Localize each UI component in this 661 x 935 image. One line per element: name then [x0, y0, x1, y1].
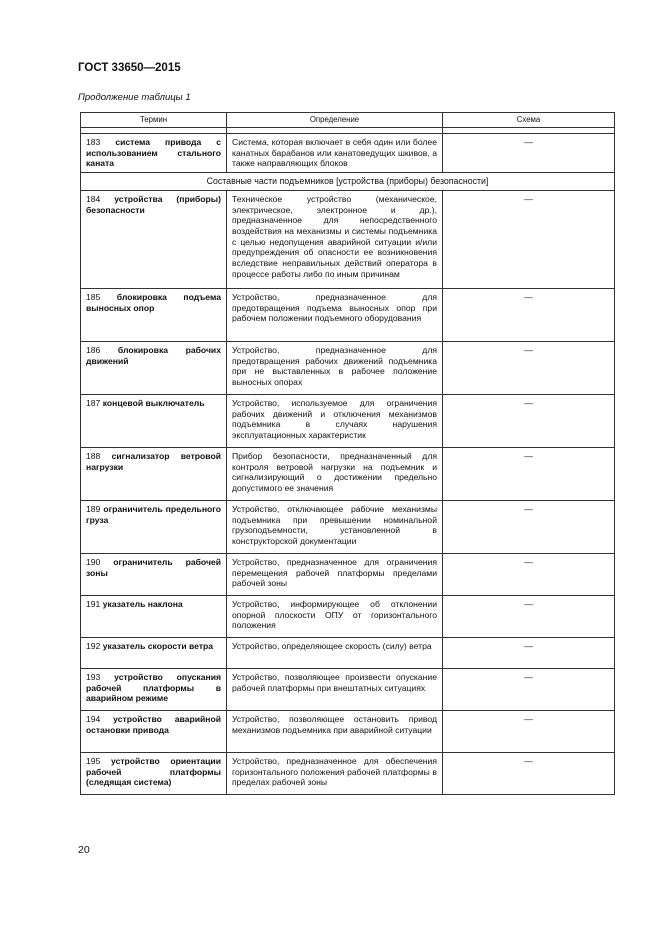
table-row [81, 447, 615, 500]
definition-cell: Устройство, предназначенное для обеспечения горизонтального положения рабочей платформы в пределах рабочей зоны [227, 752, 443, 794]
schema-cell: — [443, 595, 615, 637]
term-number: 185 [86, 291, 101, 302]
term-number: 194 [86, 713, 101, 724]
schema-cell: — [443, 394, 615, 447]
term-cell [81, 500, 227, 553]
table-header-row [81, 113, 615, 128]
table-row [81, 500, 615, 553]
term-cell [81, 341, 227, 394]
term-cell [81, 595, 227, 637]
table-row [81, 553, 615, 595]
table-row [81, 595, 615, 637]
term-name: устройство аварийной остановки привода [86, 713, 221, 735]
term-cell [81, 447, 227, 500]
term-name: ограничитель предельного груза [86, 503, 221, 525]
column-header-schema: Схема [443, 113, 615, 128]
definition-cell: Устройство, отключающее рабочие механизмы подъемника при превышении номинальной грузоподъемности, установленной в конструкторской документации [227, 500, 443, 553]
table-row [81, 710, 615, 752]
term-name: устройство ориентации рабочей платформы (следящая система) [86, 755, 221, 788]
term-name: ограничитель рабочей зоны [86, 556, 221, 578]
schema-cell: — [443, 710, 615, 752]
term-name: система привода с использованием стального каната [86, 137, 222, 169]
term-name: блокировка подъема выносных опор [86, 291, 221, 313]
definition-cell: Прибор безопасности, предназначенный для контроля ветровой нагрузки на подъемник и сигнализирующий о достижении предельно допустимого ее значения [227, 447, 443, 500]
table-continuation-caption: Продолжение таблицы 1 [78, 92, 191, 103]
column-header-definition: Определение [227, 113, 443, 128]
definition-cell: Устройство, предназначенное для предотвращения рабочих движений подъемника при не выставленных в рабочее положение выносных опорах [227, 341, 443, 394]
term-cell [81, 752, 227, 794]
term-name: устройство опускания рабочей платформы в аварийном режиме [86, 671, 221, 704]
page-number: 20 [78, 844, 90, 856]
term-number: 191 [86, 598, 101, 609]
schema-cell: — [443, 341, 615, 394]
term-name: указатель наклона [102, 598, 183, 609]
term-name: устройства (приборы) безопасности [86, 193, 221, 215]
definition-cell: Система, которая включает в себя один или более канатных барабанов или канатоведущих шкивов, а также направляющих блоков [227, 134, 443, 173]
definition-cell: Устройство, определяющее скорость (силу) ветра [227, 637, 443, 668]
term-number: 195 [86, 755, 101, 766]
term-name: сигнализатор ветровой нагрузки [86, 450, 221, 472]
term-number: 190 [86, 556, 101, 567]
schema-cell: — [443, 447, 615, 500]
definition-cell: Устройство, предназначенное для предотвращения подъема выносных опор при рабочем положении подъемного оборудования [227, 288, 443, 341]
schema-cell: — [443, 288, 615, 341]
schema-cell: — [443, 637, 615, 668]
definition-cell: Устройство, информирующее об отклонении опорной плоскости ОПУ от горизонтального положения [227, 595, 443, 637]
table-row [81, 341, 615, 394]
table-row [81, 637, 615, 668]
term-number: 193 [86, 671, 101, 682]
term-cell [81, 190, 227, 288]
schema-cell: — [443, 752, 615, 794]
term-cell [81, 710, 227, 752]
schema-cell: — [443, 134, 615, 173]
term-cell [81, 288, 227, 341]
term-number: 188 [86, 450, 101, 461]
table-row [81, 134, 615, 173]
definition-cell: Устройство, используемое для ограничения рабочих движений и отключения механизмов подъемника в случаях нарушения эксплуатационных характеристик [227, 394, 443, 447]
term-cell [81, 553, 227, 595]
definition-cell: Техническое устройство (механическое, электрическое, электронное и др.), предназначенное для непосредственного воздействия на механизмы и системы подъемника с целью недопущения аварийной ситуации и/или предупреждения об опасности ее возникновения вследствие неправильных действий оператора в процессе работы либо по иным причинам [227, 190, 443, 288]
term-number: 192 [86, 640, 101, 651]
table-row [81, 752, 615, 794]
terms-table [80, 112, 615, 795]
schema-cell: — [443, 190, 615, 288]
term-number: 189 [86, 503, 101, 514]
term-cell [81, 637, 227, 668]
table-row [81, 288, 615, 341]
table-row [81, 668, 615, 710]
term-number: 184 [86, 193, 101, 204]
term-cell [81, 134, 227, 173]
definition-cell: Устройство, позволяющее остановить привод механизмов подъемника при аварийной ситуации [227, 710, 443, 752]
term-number: 186 [86, 344, 101, 355]
definition-cell: Устройство, позволяющее произвести опускание рабочей платформы при внештатных ситуациях [227, 668, 443, 710]
term-name: блокировка рабочих движений [86, 344, 221, 366]
term-name: указатель скорости ветра [102, 640, 214, 651]
table-row [81, 394, 615, 447]
schema-cell: — [443, 500, 615, 553]
table-row [81, 190, 615, 288]
schema-cell: — [443, 553, 615, 595]
section-row [81, 173, 615, 191]
term-cell [81, 668, 227, 710]
column-header-term: Термин [81, 113, 227, 128]
term-number: 183 [86, 137, 101, 147]
section-title: Составные части подъемников [устройства (приборы) безопасности] [81, 173, 615, 191]
definition-cell: Устройство, предназначенное для ограничения перемещения рабочей платформы пределами рабочей зоны [227, 553, 443, 595]
schema-cell: — [443, 668, 615, 710]
term-cell [81, 394, 227, 447]
term-name: концевой выключатель [102, 397, 205, 408]
term-number: 187 [86, 397, 101, 408]
document-code: ГОСТ 33650—2015 [78, 62, 181, 74]
